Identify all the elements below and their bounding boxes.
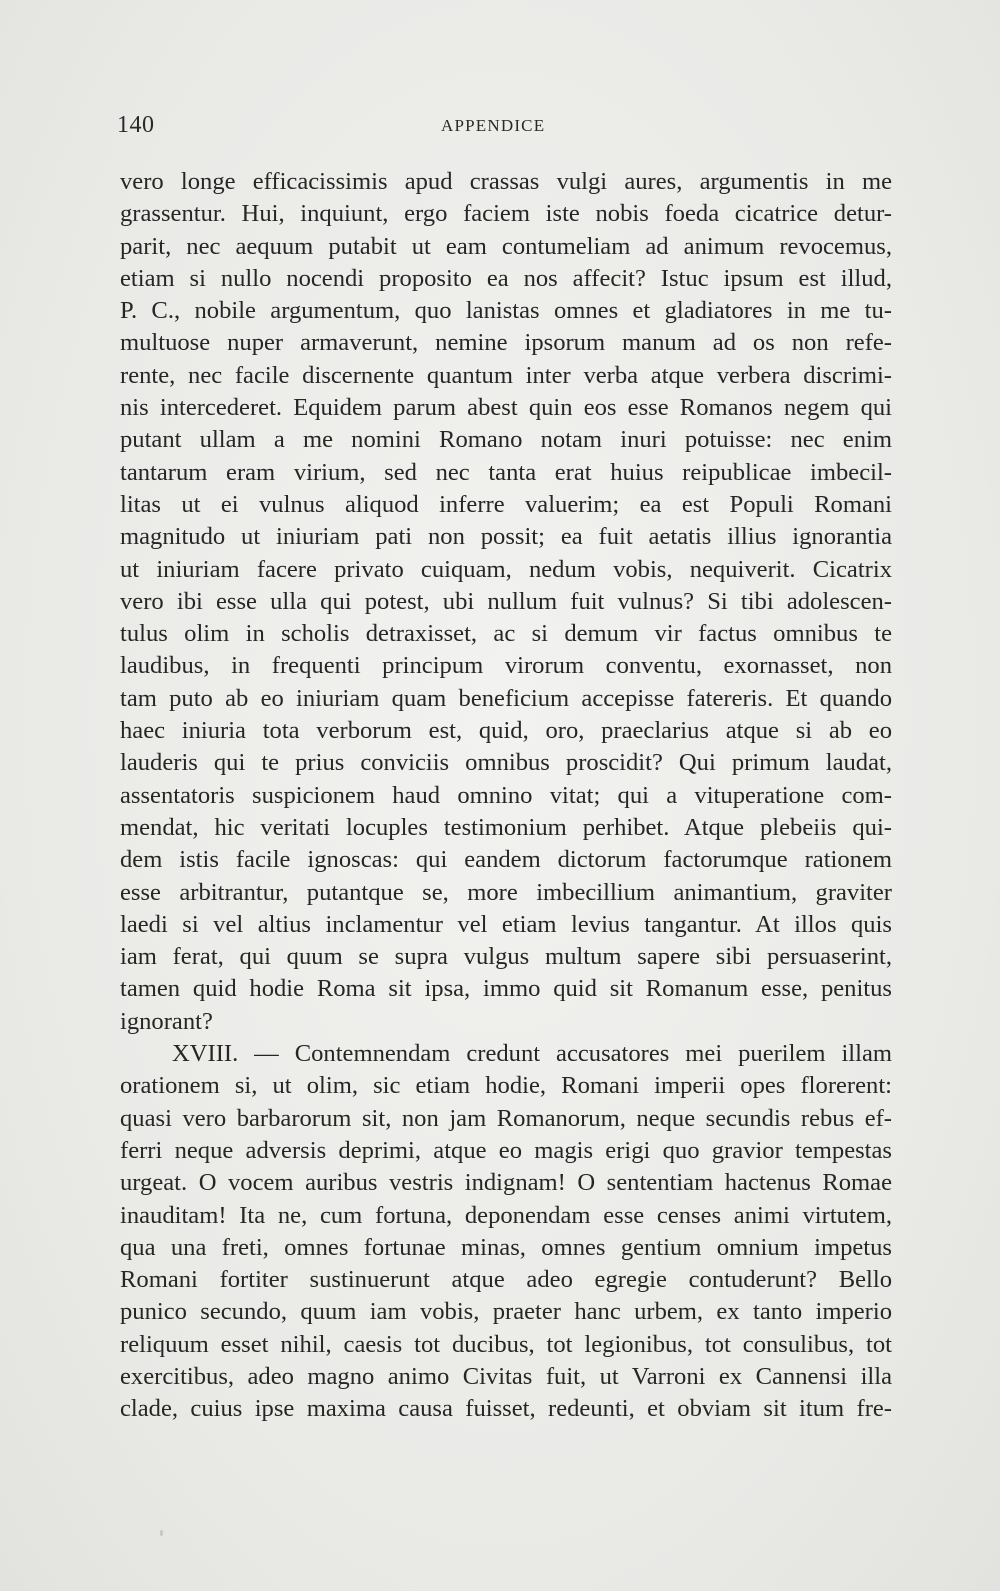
page-header xyxy=(117,112,567,148)
text-line: laedi si vel altius inclamentur vel etiam levius tangantur. At illos quis xyxy=(120,910,892,938)
text-line: nis intercederet. Equidem parum abest quin eos esse Romanos negem qui xyxy=(120,394,892,422)
running-head: APPENDICE xyxy=(441,116,546,135)
text-line: punico secundo, quum iam vobis, praeter hanc urbem, ex tanto imperio xyxy=(120,1298,892,1326)
text-line: lauderis qui te prius conviciis omnibus proscidit? Qui primum laudat, xyxy=(120,749,892,777)
text-line: ut iniuriam facere privato cuiquam, nedum vobis, nequiverit. Cicatrix xyxy=(120,555,892,583)
text-line: iam ferat, qui quum se supra vulgus multum sapere sibi persuaserint, xyxy=(120,943,892,971)
text-line: exercitibus, adeo magno animo Civitas fuit, ut Varroni ex Cannensi illa xyxy=(120,1362,892,1390)
section-heading-line: XVIII. — Contemnendam credunt accusatores mei puerilem illam xyxy=(172,1040,892,1068)
body-text xyxy=(120,166,892,1426)
text-line: urgeat. O vocem auribus vestris indignam! O sententiam hactenus Romae xyxy=(120,1169,892,1197)
text-line: reliquum esset nihil, caesis tot ducibus, tot legionibus, tot consulibus, tot xyxy=(120,1330,892,1358)
text-line: clade, cuius ipse maxima causa fuisset, redeunti, et obviam sit itum fre- xyxy=(120,1395,892,1423)
text-line: qua una freti, omnes fortunae minas, omnes gentium omnium impetus xyxy=(120,1233,892,1261)
page-number: 140 xyxy=(117,112,155,138)
text-line: orationem si, ut olim, sic etiam hodie, Romani imperii opes florerent: xyxy=(120,1072,892,1100)
text-line: assentatoris suspicionem haud omnino vitat; qui a vituperatione com- xyxy=(120,781,892,809)
text-line: multuose nuper armaverunt, nemine ipsorum manum ad os non refe- xyxy=(120,329,892,357)
text-line: mendat, hic veritati locuples testimonium perhibet. Atque plebeiis qui- xyxy=(120,813,892,841)
text-line: vero ibi esse ulla qui potest, ubi nullum fuit vulnus? Si tibi adolescen- xyxy=(120,587,892,615)
text-line: parit, nec aequum putabit ut eam contumeliam ad animum revocemus, xyxy=(120,232,892,260)
text-line: tulus olim in scholis detraxisset, ac si demum vir factus omnibus te xyxy=(120,620,892,648)
text-line: ferri neque adversis deprimi, atque eo magis erigi quo gravior tempestas xyxy=(120,1136,892,1164)
paragraph-end-line: ignorant? xyxy=(120,1007,213,1035)
text-line: etiam si nullo nocendi proposito ea nos affecit? Istuc ipsum est illud, xyxy=(120,264,892,292)
text-line: quasi vero barbarorum sit, non jam Romanorum, neque secundis rebus ef- xyxy=(120,1104,892,1132)
text-line: haec iniuria tota verborum est, quid, oro, praeclarius atque si ab eo xyxy=(120,717,892,745)
text-line: magnitudo ut iniuriam pati non possit; ea fuit aetatis illius ignorantia xyxy=(120,523,892,551)
text-line: P. C., nobile argumentum, quo lanistas omnes et gladiatores in me tu- xyxy=(120,297,892,325)
text-line: tam puto ab eo iniuriam quam beneficium accepisse fatereris. Et quando xyxy=(120,684,892,712)
text-line: grassentur. Hui, inquiunt, ergo faciem iste nobis foeda cicatrice detur- xyxy=(120,200,892,228)
text-line: dem istis facile ignoscas: qui eandem dictorum factorumque rationem xyxy=(120,846,892,874)
text-line: vero longe efficacissimis apud crassas vulgi aures, argumentis in me xyxy=(120,168,892,195)
text-line: rente, nec facile discernente quantum inter verba atque verbera discrimi- xyxy=(120,361,892,389)
text-line: putant ullam a me nomini Romano notam inuri potuisse: nec enim xyxy=(120,426,892,454)
text-line: laudibus, in frequenti principum virorum conventu, exornasset, non xyxy=(120,652,892,680)
text-line: tamen quid hodie Roma sit ipsa, immo quid sit Romanum esse, penitus xyxy=(120,975,892,1003)
text-line: Romani fortiter sustinuerunt atque adeo egregie contuderunt? Bello xyxy=(120,1266,892,1294)
text-line: litas ut ei vulnus aliquod inferre valuerim; ea est Populi Romani xyxy=(120,490,892,518)
text-line: tantarum eram virium, sed nec tanta erat huius reipublicae imbecil- xyxy=(120,458,892,486)
text-line: esse arbitrantur, putantque se, more imbecillium animantium, graviter xyxy=(120,878,892,906)
paper-speck xyxy=(160,1530,163,1536)
text-line: inauditam! Ita ne, cum fortuna, deponendam esse censes animi virtutem, xyxy=(120,1201,892,1229)
